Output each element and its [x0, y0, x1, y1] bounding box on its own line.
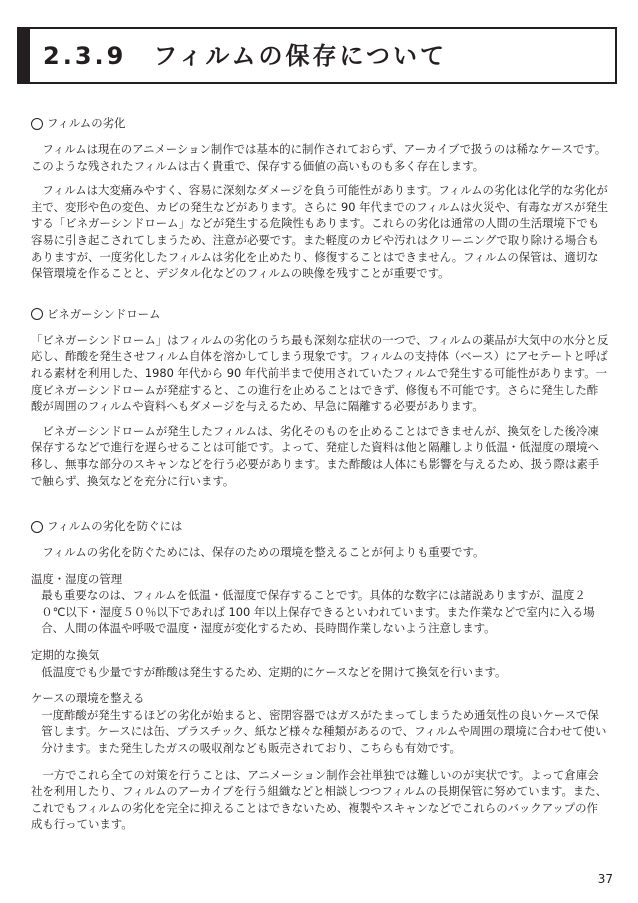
- item-text: 一度酢酸が発生するほどの劣化が始まると、密閉容器ではガスがたまってしまうため通気性の良いケースで保管します。ケースには缶、プラスチック、紙など様々な種類があるので、フィルムや周囲の環境に合わせて使い分けます。また発生したガスの吸収剤なども販売されており、こちらも有効です。: [41, 707, 607, 756]
- paragraph: 一方でこれら全ての対策を行うことは、アニメーション制作会社単独では難しいのが実状です。よって倉庫会社を利用したり、フィルムのアーカイブを行う組織などと相談しつつフィルムの長期保管に努めています。また、これでもフィルムの劣化を完全に抑えることはできないため、複製やスキャンなどでこれらのバックアップの作成も行っています。: [31, 767, 608, 832]
- item-label: ケースの環境を整える: [31, 691, 145, 706]
- circle-bullet-icon: [31, 308, 43, 320]
- paragraph: フィルムの劣化を防ぐためには、保存のための環境を整えることが何よりも重要です。: [42, 545, 485, 560]
- document-body: [31, 115, 609, 833]
- section-heading: フィルムの劣化: [31, 115, 609, 132]
- item-text: 最も重要なのは、フィルムを低温・低湿度で保存することです。具体的な数字には諸説ありますが、温度２０℃以下・湿度５０％以下であれば 100 年以上保存できるといわれています。また作業などで室内に入る場合、人間の体温や呼吸で温度・湿度が変化するため、長時間作業しないよう注意します。: [41, 588, 595, 636]
- section-heading: ビネガーシンドローム: [31, 306, 609, 323]
- section-heading: フィルムの劣化を防ぐには: [31, 518, 609, 535]
- item-label: 温度・湿度の管理: [31, 571, 123, 586]
- circle-bullet-icon: [31, 521, 43, 533]
- page-number: 37: [597, 872, 613, 886]
- paragraph: 「ビネガーシンドローム」はフィルムの劣化のうち最も深刻な症状の一つで、フィルムの薬品が大気中の水分と反応し、酢酸を発生させフィルム自体を溶かしてしまう現象です。フィルムの支持体（ベース）にアセテートと呼ばれる素材を利用した、1980 年代から 90 年代前半まで使用されていたフィルムで発生する可能性があります。一度ビネガーシンドロームが発症すると、この進行を止めることはできず、修復も不可能です。さらに発生した酢酸が周囲のフィルムや資料へもダメージを与えるため、早急に隔離する必要があります。: [31, 332, 609, 414]
- paragraph: フィルムは大変痛みやすく、容易に深刻なダメージを負う可能性があります。フィルムの劣化は化学的な劣化が主で、変形や色の変色、カビの発生などがあります。さらに 90 年代までのフィルムは火災や、有毒なガスが発生する「ビネガーシンドローム」などが発生する危険性もあります。これらの劣化は通常の人間の生活環境下でも容易に引き起こされてしまうため、注意が必要です。また軽度のカビや汚れはクリーニングで取り除ける場合もありますが、一度劣化したフィルムは劣化を止めたり、修復することはできません。フィルムの保管は、適切な保管環境を作ることと、デジタル化などのフィルムの映像を残すことが重要です。: [31, 183, 609, 281]
- paragraph: フィルムは現在のアニメーション制作では基本的に制作されておらず、アーカイブで扱うのは稀なケースです。このような残されたフィルムは古く貴重で、保存する価値の高いものも多く存在します。: [31, 142, 607, 173]
- circle-bullet-icon: [31, 118, 43, 130]
- section-title-box: [17, 27, 617, 84]
- item-text: 低温度でも少量ですが酢酸は発生するため、定期的にケースなどを開けて換気を行います。: [41, 664, 507, 679]
- page-title: 2.3.9 フィルムの保存について: [43, 42, 447, 70]
- title-accent-bar: [19, 29, 30, 82]
- item-label: 定期的な換気: [31, 648, 100, 663]
- paragraph: ビネガーシンドロームが発生したフィルムは、劣化そのものを止めることはできませんが、換気をした後冷凍保存するなどで進行を遅らせることは可能です。よって、発症した資料は他と隔離しより低温・低湿度の環境へ移し、無事な部分のスキャンなどを行う必要があります。また酢酸は人体にも影響を与えるため、扱う際は素手で触らず、換気などを充分に行います。: [31, 423, 600, 488]
